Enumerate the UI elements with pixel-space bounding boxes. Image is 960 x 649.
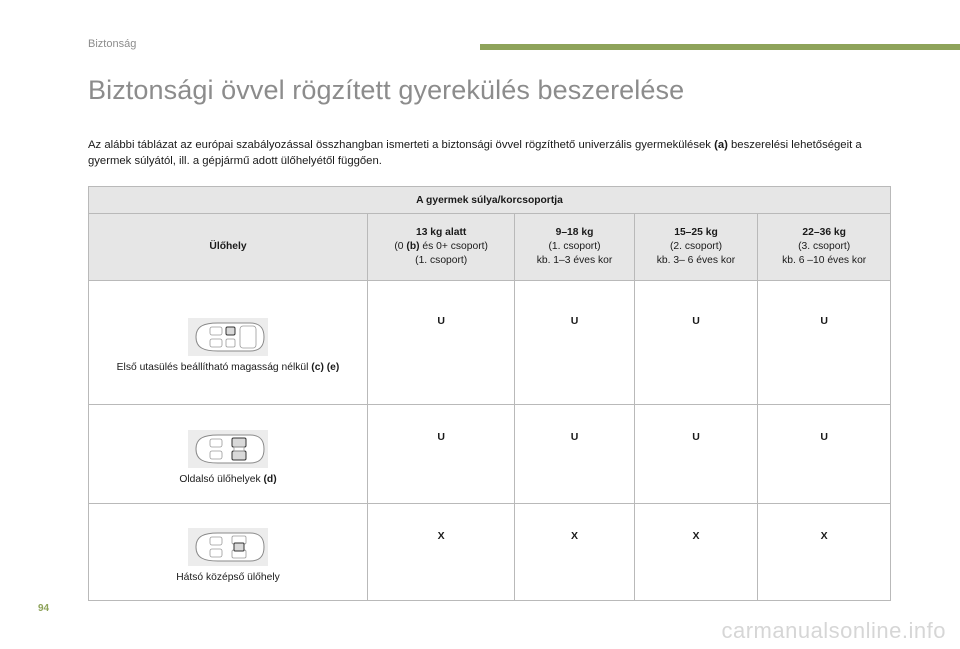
value-cell: X xyxy=(368,504,515,601)
group-label-bold: (b) xyxy=(406,241,420,252)
group-label-pre: (1. csoport) xyxy=(548,241,601,252)
section-label: Biztonság xyxy=(88,38,137,50)
weight-label: 13 kg alatt xyxy=(415,227,467,238)
rear-side-seats-icon xyxy=(188,430,268,468)
age-label: kb. 6 –10 éves kor xyxy=(782,255,867,266)
value-cell: X xyxy=(515,504,634,601)
age-label: (1. csoport) xyxy=(415,255,468,266)
group-label-pre: (0 xyxy=(394,241,407,252)
value-cell: X xyxy=(634,504,758,601)
group-label-post: és 0+ csoport) xyxy=(419,241,488,252)
seat-description xyxy=(89,572,367,583)
seat-cell xyxy=(89,504,368,601)
seat-description xyxy=(89,474,367,485)
seat-description xyxy=(89,362,367,373)
weight-column-header xyxy=(368,214,515,281)
intro-text-after: beszerelési lehetőségeit a gyermek súlyától, ill. a gépjármű adott ülőhelyétől függően. xyxy=(88,139,862,167)
value-cell: U xyxy=(515,405,634,504)
header-accent-bar xyxy=(480,44,960,50)
table-row xyxy=(89,405,891,504)
value-cell: U xyxy=(758,281,891,405)
group-label-pre: (2. csoport) xyxy=(669,241,723,252)
age-label: kb. 3– 6 éves kor xyxy=(656,255,736,266)
age-label: kb. 1–3 éves kor xyxy=(536,255,613,266)
rear-center-seat-icon xyxy=(188,528,268,566)
weight-column-header xyxy=(758,214,891,281)
seat-column-header: Ülőhely xyxy=(89,214,368,281)
intro-paragraph xyxy=(88,137,878,169)
group-label xyxy=(758,240,890,254)
value-cell: X xyxy=(758,504,891,601)
group-label xyxy=(368,240,514,254)
table-row xyxy=(89,504,891,601)
seat-label: Oldalsó ülőhelyek xyxy=(179,473,264,485)
weight-label: 9–18 kg xyxy=(555,227,594,238)
table-row xyxy=(89,281,891,405)
table-group-header: A gyermek súlya/korcsoportja xyxy=(89,187,891,214)
front-passenger-seat-icon xyxy=(188,318,268,356)
seat-label: Első utasülés beállítható magasság nélkül xyxy=(116,362,312,373)
seat-label: Hátsó középső ülőhely xyxy=(176,571,280,583)
value-cell: U xyxy=(368,405,515,504)
weight-column-header xyxy=(634,214,758,281)
value-cell: U xyxy=(634,281,758,405)
seat-cell xyxy=(89,405,368,504)
group-label xyxy=(515,240,633,254)
group-label xyxy=(635,240,758,254)
seat-label-note: (d) xyxy=(263,473,277,485)
child-seat-table xyxy=(88,186,891,601)
value-cell: U xyxy=(368,281,515,405)
value-cell: U xyxy=(634,405,758,504)
page-number: 94 xyxy=(38,603,50,614)
value-cell: U xyxy=(758,405,891,504)
weight-label: 22–36 kg xyxy=(802,227,846,238)
intro-text-before: Az alábbi táblázat az európai szabályozással összhangban ismerteti a biztonsági övvel rögzíthető univerzális gyermekülések xyxy=(88,139,715,151)
value-cell: U xyxy=(515,281,634,405)
intro-highlight: (a) xyxy=(714,139,728,151)
group-label-pre: (3. csoport) xyxy=(798,241,851,252)
weight-label: 15–25 kg xyxy=(674,227,718,238)
seat-label-note: (c) (e) xyxy=(311,362,340,373)
page-title: Biztonsági övvel rögzített gyerekülés beszerelése xyxy=(88,75,685,105)
seat-cell xyxy=(89,281,368,405)
watermark: carmanualsonline.info xyxy=(721,618,946,643)
weight-column-header xyxy=(515,214,634,281)
